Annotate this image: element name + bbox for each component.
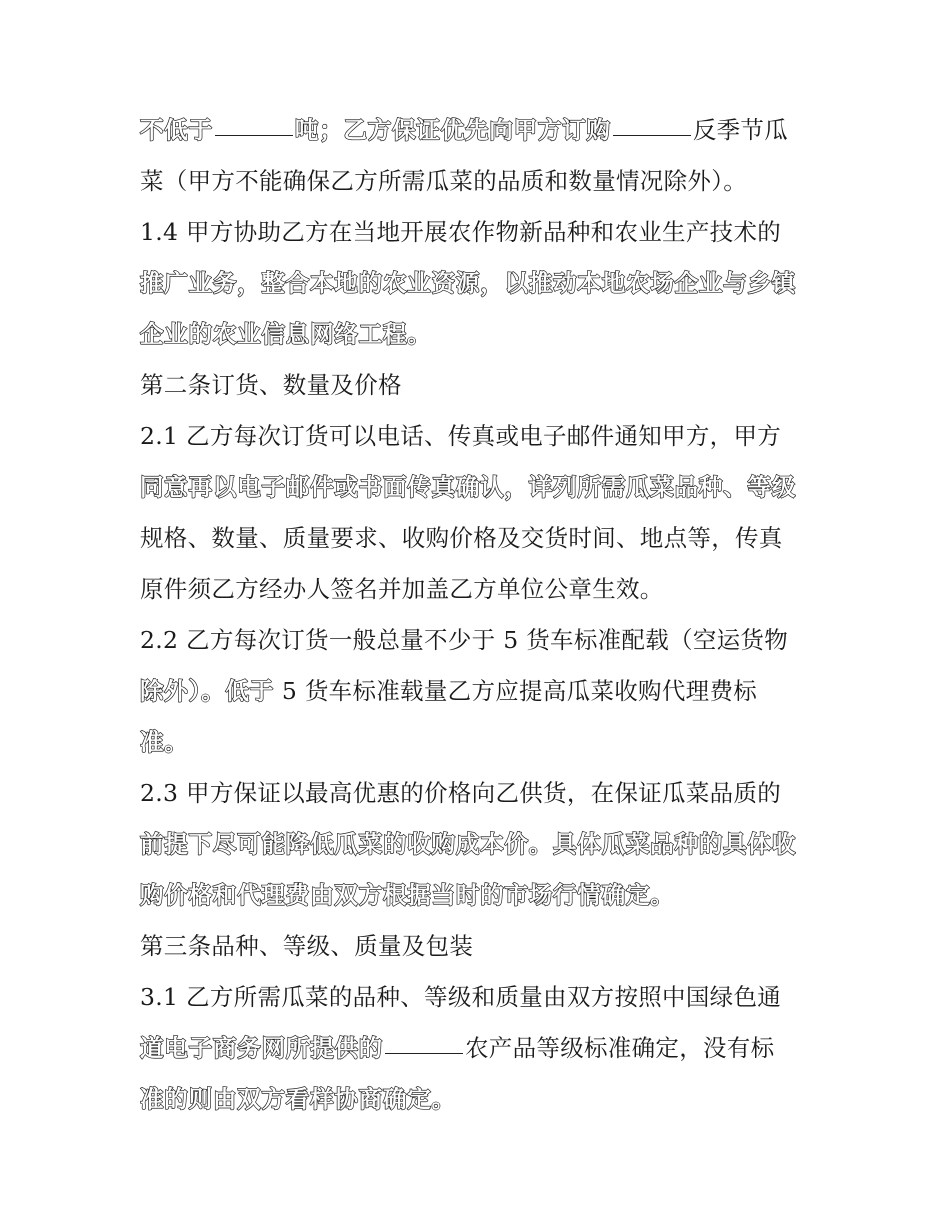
text-run: 吨；乙方保证优先向甲方订购 <box>294 116 611 144</box>
clause-3-1: 3.1 乙方所需瓜菜的品种、等级和质量由双方按照中国绿色通 <box>140 983 782 1011</box>
clause-2-1: 2.1 乙方每次订货可以电话、传真或电子邮件通知甲方，甲方 <box>140 422 782 450</box>
text-line: 准的则由双方看样协商确定。 <box>140 1085 456 1113</box>
text-run: 除外）。低于 <box>140 677 275 705</box>
section-heading-2: 第二条订货、数量及价格 <box>140 371 402 399</box>
text-line: 菜（甲方不能确保乙方所需瓜菜的品质和数量情况除外）。 <box>140 167 748 195</box>
text-line: 规格、数量、质量要求、收购价格及交货时间、地点等，传真 <box>140 524 783 552</box>
text-line: 推广业务，整合本地的农业资源，以推动本地农场企业与乡镇 <box>140 269 797 297</box>
text-line <box>140 666 815 717</box>
text-line <box>140 105 815 156</box>
clause-2-3: 2.3 甲方保证以最高优惠的价格向乙供货，在保证瓜菜品质的 <box>140 779 782 807</box>
text-line: 原件须乙方经办人签名并加盖乙方单位公章生效。 <box>140 575 664 603</box>
document-page <box>140 105 815 1125</box>
fill-blank <box>613 115 691 136</box>
clause-1-4: 1.4 甲方协助乙方在当地开展农作物新品种和农业生产技术的 <box>140 218 782 246</box>
section-heading-3: 第三条品种、等级、质量及包装 <box>140 932 474 960</box>
text-run: 农产品等级标准确定，没有标 <box>465 1034 775 1062</box>
clause-2-2: 2.2 乙方每次订货一般总量不少于 5 货车标准配载（空运货物 <box>140 626 789 654</box>
text-line: 同意再以电子邮件或书面传真确认，详列所需瓜菜品种、等级 <box>140 473 797 501</box>
text-run: 5 货车标准载量乙方应提高瓜菜收购代理费标 <box>274 677 758 705</box>
text-line: 准。 <box>140 728 189 756</box>
text-run: 道电子商务网所提供的 <box>140 1034 383 1062</box>
text-line <box>140 1023 815 1074</box>
text-run: 不低于 <box>140 116 213 144</box>
text-line: 企业的农业信息网络工程。 <box>140 320 432 348</box>
text-line: 前提下尽可能降低瓜菜的收购成本价。具体瓜菜品种的具体收 <box>140 830 797 858</box>
fill-blank <box>215 115 293 136</box>
text-line: 购价格和代理费由双方根据当时的市场行情确定。 <box>140 881 675 909</box>
text-run: 反季节瓜 <box>692 116 789 144</box>
fill-blank <box>385 1033 463 1054</box>
